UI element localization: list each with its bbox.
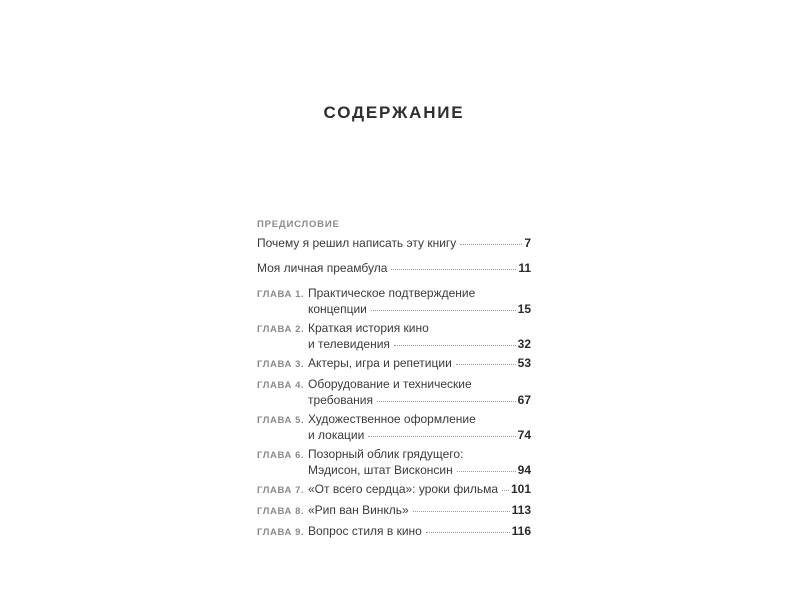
- chapter-label: ГЛАВА 2.: [257, 324, 305, 335]
- toc-entry: [257, 320, 531, 352]
- dot-leader: [413, 511, 510, 512]
- toc-entry: [257, 235, 531, 251]
- entry-body: [308, 446, 531, 478]
- toc-entry: [257, 376, 531, 408]
- entry-title-text: Актеры, игра и репетиции: [308, 356, 452, 370]
- page-number: 116: [511, 524, 531, 538]
- entry-title-text: и локации: [308, 428, 365, 442]
- entry-body: [308, 481, 531, 497]
- entry-title-text: Оборудование и технические: [308, 377, 472, 391]
- toc-entry: [257, 355, 531, 373]
- entry-title-text: Позорный облик грядущего:: [308, 447, 464, 461]
- chapter-label: ГЛАВА 5.: [257, 415, 305, 426]
- page-number: 11: [518, 261, 531, 275]
- dot-leader: [391, 269, 516, 270]
- entry-title-text: Вопрос стиля в кино: [308, 524, 422, 538]
- page-number: 53: [517, 356, 531, 370]
- entry-body: [308, 411, 531, 443]
- dot-leader: [368, 436, 515, 437]
- entry-title-text: Почему я решил написать эту книгу: [257, 236, 457, 250]
- chapter-label: ГЛАВА 6.: [257, 450, 305, 461]
- toc-entry: [257, 481, 531, 499]
- entry-body: [257, 235, 531, 251]
- toc-entry: [257, 446, 531, 478]
- page-number: 101: [510, 482, 531, 496]
- entry-title-text: Практическое подтверждение: [308, 286, 476, 300]
- dot-leader: [456, 364, 516, 365]
- page-number: 15: [517, 302, 531, 316]
- entry-title-text: и телевидения: [308, 337, 390, 351]
- toc-entry: [257, 523, 531, 541]
- toc-entry: [257, 502, 531, 520]
- entry-title-text: «От всего сердца»: уроки фильма: [308, 482, 499, 496]
- toc-list: [257, 218, 531, 544]
- entry-title-text: «Рип ван Винкль»: [308, 503, 409, 517]
- chapter-label: ГЛАВА 4.: [257, 380, 305, 391]
- entry-title-text: Моя личная преамбула: [257, 261, 388, 275]
- chapter-label: ГЛАВА 7.: [257, 485, 305, 496]
- entry-body: [257, 260, 531, 276]
- chapter-label: ГЛАВА 9.: [257, 527, 305, 538]
- page-number: 74: [517, 428, 531, 442]
- toc-entry: [257, 285, 531, 317]
- entry-body: [308, 376, 531, 408]
- entry-title-text: требования: [308, 393, 373, 407]
- dot-leader: [394, 345, 516, 346]
- section-label: ПРЕДИСЛОВИЕ: [257, 219, 340, 230]
- entry-body: [308, 523, 531, 539]
- dot-leader: [377, 401, 516, 402]
- page-number: 94: [517, 463, 531, 477]
- entry-body: [308, 502, 531, 518]
- dot-leader: [371, 310, 516, 311]
- chapter-label: ГЛАВА 1.: [257, 289, 305, 300]
- entry-body: [308, 355, 531, 371]
- page-number: 32: [517, 337, 531, 351]
- page-number: 113: [511, 503, 531, 517]
- toc-entry: [257, 411, 531, 443]
- chapter-label: ГЛАВА 8.: [257, 506, 305, 517]
- entry-title-text: Мэдисон, штат Висконсин: [308, 463, 453, 477]
- entry-body: [308, 320, 531, 352]
- page-number: 67: [517, 393, 531, 407]
- entry-title-text: Краткая история кино: [308, 321, 429, 335]
- page-title: СОДЕРЖАНИЕ: [323, 103, 465, 122]
- dot-leader: [460, 244, 522, 245]
- toc-entry: [257, 260, 531, 276]
- page-number: 7: [524, 236, 531, 250]
- chapter-label: ГЛАВА 3.: [257, 359, 305, 370]
- dot-leader: [502, 490, 509, 491]
- entry-title-text: концепции: [308, 302, 367, 316]
- dot-leader: [426, 532, 510, 533]
- dot-leader: [457, 471, 516, 472]
- entry-title-text: Художественное оформление: [308, 412, 476, 426]
- entry-body: [308, 285, 531, 317]
